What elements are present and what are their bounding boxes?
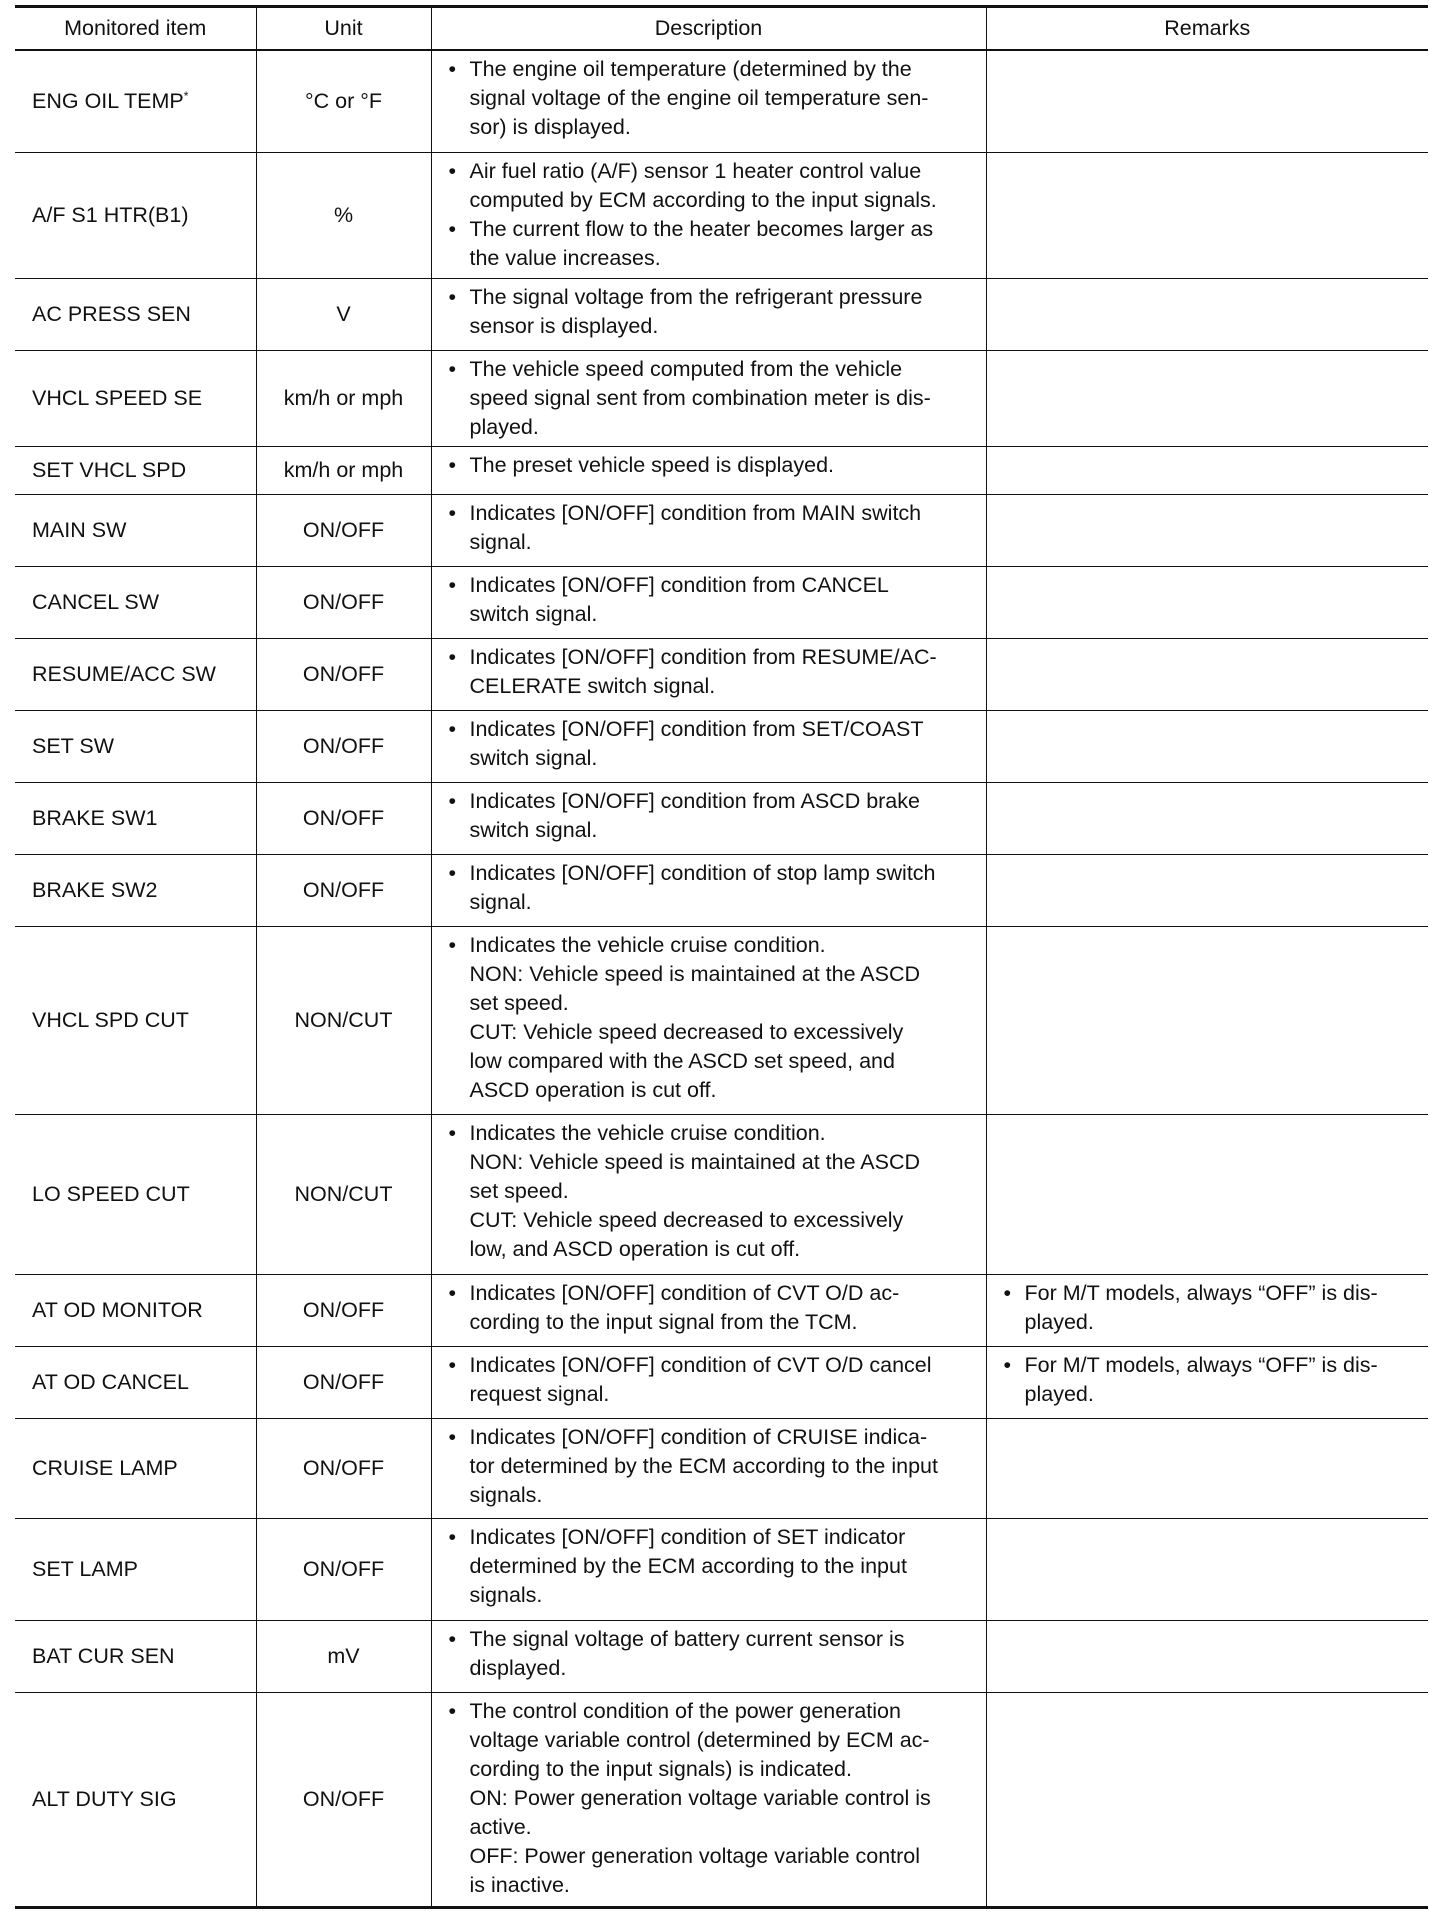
bullet-item: [442, 499, 976, 557]
table-row: [15, 50, 1428, 152]
unit-cell: NON/CUT: [256, 926, 431, 1114]
text-line: switch signal.: [469, 817, 598, 842]
text-line: For M/T models, always “OFF” is dis-: [1024, 1352, 1378, 1377]
description-cell: [431, 1346, 986, 1418]
table-header: [15, 7, 1428, 51]
monitored-item-name: SET VHCL SPD: [32, 457, 187, 482]
bullet-item: [442, 355, 976, 442]
text-line: determined by the ECM according to the input: [469, 1553, 907, 1578]
unit-cell: ON/OFF: [256, 1418, 431, 1518]
monitored-item-name: A/F S1 HTR(B1): [32, 202, 189, 227]
remarks-cell: [986, 1518, 1428, 1620]
table-row: [15, 350, 1428, 446]
monitored-item-cell: [15, 1346, 256, 1418]
text-line: The engine oil temperature (determined by the: [469, 57, 912, 81]
unit-cell: km/h or mph: [256, 446, 431, 494]
monitored-item-name: VHCL SPD CUT: [32, 1007, 189, 1032]
unit-cell: ON/OFF: [256, 710, 431, 782]
text-line: signal voltage of the engine oil temperature sen-: [469, 86, 929, 110]
table-row: [15, 446, 1428, 494]
text-line: Air fuel ratio (A/F) sensor 1 heater control value: [469, 158, 922, 183]
remarks-cell: [986, 1346, 1428, 1418]
continuation-text: [442, 1842, 976, 1900]
bullet-item: [442, 715, 976, 773]
text-line: NON: Vehicle speed is maintained at the ASCD: [469, 961, 921, 986]
text-line: The signal voltage from the refrigerant pressure: [469, 284, 923, 309]
bullet-item: [442, 931, 976, 960]
text-line: played.: [1024, 1309, 1094, 1334]
description-cell: [431, 1114, 986, 1274]
unit-cell: ON/OFF: [256, 782, 431, 854]
text-line: OFF: Power generation voltage variable control: [469, 1843, 921, 1868]
continuation-text: [442, 1206, 976, 1264]
monitored-item-name: SET SW: [32, 733, 115, 758]
description-cell: [431, 854, 986, 926]
text-line: played.: [1024, 1381, 1094, 1406]
continuation-text: [442, 1018, 976, 1105]
header-monitored-item: Monitored item: [15, 7, 256, 51]
header-unit: Unit: [256, 7, 431, 51]
bullet-item: [442, 55, 976, 142]
monitored-item-cell: [15, 152, 256, 278]
monitored-item-name: CANCEL SW: [32, 589, 160, 614]
bullet-item: [442, 1119, 976, 1148]
monitored-item-name: RESUME/ACC SW: [32, 661, 216, 686]
unit-cell: mV: [256, 1620, 431, 1692]
monitored-item-cell: [15, 1418, 256, 1518]
text-line: Indicates [ON/OFF] condition from ASCD brake: [469, 788, 920, 813]
table-row: [15, 1620, 1428, 1692]
monitored-item-cell: [15, 1274, 256, 1346]
text-line: signals.: [469, 1582, 543, 1607]
monitored-item-cell: [15, 1518, 256, 1620]
unit-cell: ON/OFF: [256, 1692, 431, 1907]
text-line: signal.: [469, 889, 532, 914]
monitored-item-cell: [15, 854, 256, 926]
text-line: tor determined by the ECM according to the input: [469, 1453, 938, 1478]
remarks-cell: [986, 1114, 1428, 1274]
text-line: played.: [469, 414, 539, 439]
text-line: signals.: [469, 1482, 543, 1507]
text-line: voltage variable control (determined by ECM ac-: [469, 1727, 930, 1752]
description-cell: [431, 494, 986, 566]
text-line: sor) is displayed.: [469, 115, 631, 139]
description-cell: [431, 782, 986, 854]
remarks-cell: [986, 350, 1428, 446]
monitored-item-name: CRUISE LAMP: [32, 1455, 178, 1480]
description-cell: [431, 278, 986, 350]
text-line: ASCD operation is cut off.: [469, 1077, 717, 1102]
text-line: the value increases.: [469, 245, 661, 270]
text-line: Indicates [ON/OFF] condition of CRUISE indica-: [469, 1424, 928, 1449]
monitored-item-name: AC PRESS SEN: [32, 301, 191, 326]
monitored-item-cell: [15, 782, 256, 854]
text-line: low, and ASCD operation is cut off.: [469, 1236, 801, 1261]
text-line: Indicates the vehicle cruise condition.: [469, 1120, 826, 1145]
continuation-text: [442, 960, 976, 1018]
text-line: set speed.: [469, 990, 569, 1015]
text-line: Indicates [ON/OFF] condition of SET indicator: [469, 1524, 906, 1549]
header-row: [15, 7, 1428, 51]
table-row: [15, 152, 1428, 278]
unit-cell: V: [256, 278, 431, 350]
text-line: Indicates [ON/OFF] condition of CVT O/D cancel: [469, 1352, 932, 1377]
monitored-item-name: SET LAMP: [32, 1556, 138, 1581]
table-row: [15, 710, 1428, 782]
text-line: The vehicle speed computed from the vehicle: [469, 356, 903, 381]
text-line: signal.: [469, 529, 532, 554]
bullet-item: [442, 157, 976, 215]
text-line: For M/T models, always “OFF” is dis-: [1024, 1280, 1378, 1305]
monitor-item-table: [15, 5, 1428, 1909]
text-line: The control condition of the power generation: [469, 1698, 901, 1723]
description-cell: [431, 1274, 986, 1346]
description-cell: [431, 566, 986, 638]
unit-cell: ON/OFF: [256, 1346, 431, 1418]
bullet-item: [997, 1279, 1419, 1337]
remarks-cell: [986, 638, 1428, 710]
text-line: CUT: Vehicle speed decreased to excessively: [469, 1207, 904, 1232]
unit-cell: %: [256, 152, 431, 278]
remarks-cell: [986, 494, 1428, 566]
monitored-item-cell: [15, 494, 256, 566]
description-cell: [431, 1692, 986, 1907]
remarks-cell: [986, 1274, 1428, 1346]
bullet-item: [442, 643, 976, 701]
text-line: displayed.: [469, 1655, 567, 1680]
bullet-item: [442, 1279, 976, 1337]
description-cell: [431, 1518, 986, 1620]
monitored-item-name: BRAKE SW2: [32, 877, 158, 902]
bullet-item: [997, 1351, 1419, 1409]
description-cell: [431, 350, 986, 446]
header-description: Description: [431, 7, 986, 51]
bullet-item: [442, 571, 976, 629]
text-line: Indicates [ON/OFF] condition of stop lamp switch: [469, 860, 936, 885]
bullet-item: [442, 215, 976, 273]
continuation-text: [442, 1148, 976, 1206]
table-row: [15, 926, 1428, 1114]
unit-cell: °C or °F: [256, 50, 431, 152]
text-line: speed signal sent from combination meter is dis-: [469, 385, 931, 410]
text-line: computed by ECM according to the input signals.: [469, 187, 937, 212]
bullet-item: [442, 1351, 976, 1409]
table-row: [15, 1518, 1428, 1620]
footnote-marker: *: [183, 88, 189, 103]
monitored-item-name: AT OD MONITOR: [32, 1297, 203, 1322]
table-row: [15, 638, 1428, 710]
text-line: The signal voltage of battery current sensor is: [469, 1626, 905, 1651]
monitored-item-cell: [15, 50, 256, 152]
bullet-item: [442, 283, 976, 341]
table-row: [15, 494, 1428, 566]
description-cell: [431, 152, 986, 278]
table-row: [15, 854, 1428, 926]
table-row: [15, 1418, 1428, 1518]
monitored-item-name: BRAKE SW1: [32, 805, 158, 830]
unit-cell: ON/OFF: [256, 1518, 431, 1620]
bullet-item: [442, 1697, 976, 1784]
monitored-item-name: AT OD CANCEL: [32, 1369, 189, 1394]
monitored-item-cell: [15, 638, 256, 710]
remarks-cell: [986, 152, 1428, 278]
text-line: active.: [469, 1814, 532, 1839]
description-cell: [431, 1418, 986, 1518]
monitored-item-cell: [15, 350, 256, 446]
text-line: Indicates the vehicle cruise condition.: [469, 932, 826, 957]
bullet-item: [442, 859, 976, 917]
text-line: sensor is displayed.: [469, 313, 659, 338]
text-line: Indicates [ON/OFF] condition from MAIN switch: [469, 500, 922, 525]
monitored-item-cell: [15, 1114, 256, 1274]
bullet-item: [442, 1523, 976, 1610]
monitored-item-name: VHCL SPEED SE: [32, 385, 203, 410]
text-line: set speed.: [469, 1178, 569, 1203]
description-cell: [431, 50, 986, 152]
text-line: Indicates [ON/OFF] condition from RESUME/AC-: [469, 644, 937, 669]
monitored-item-name: ALT DUTY SIG: [32, 1786, 177, 1811]
description-cell: [431, 1620, 986, 1692]
monitored-item-name: LO SPEED CUT: [32, 1181, 190, 1206]
remarks-cell: [986, 566, 1428, 638]
table-body: [15, 50, 1428, 1907]
remarks-cell: [986, 1692, 1428, 1907]
remarks-cell: [986, 926, 1428, 1114]
text-line: switch signal.: [469, 601, 598, 626]
description-cell: [431, 446, 986, 494]
table-row: [15, 1274, 1428, 1346]
monitored-item-cell: [15, 926, 256, 1114]
remarks-cell: [986, 1418, 1428, 1518]
unit-cell: ON/OFF: [256, 1274, 431, 1346]
unit-cell: NON/CUT: [256, 1114, 431, 1274]
unit-cell: km/h or mph: [256, 350, 431, 446]
monitored-item-name: MAIN SW: [32, 517, 127, 542]
remarks-cell: [986, 50, 1428, 152]
table-row: [15, 566, 1428, 638]
text-line: cording to the input signal from the TCM.: [469, 1309, 858, 1334]
remarks-cell: [986, 1620, 1428, 1692]
description-cell: [431, 710, 986, 782]
text-line: cording to the input signals) is indicated.: [469, 1756, 852, 1781]
remarks-cell: [986, 446, 1428, 494]
monitored-item-cell: [15, 566, 256, 638]
unit-cell: ON/OFF: [256, 854, 431, 926]
monitored-item-cell: [15, 1692, 256, 1907]
bullet-item: [442, 787, 976, 845]
bullet-item: [442, 1423, 976, 1510]
remarks-cell: [986, 782, 1428, 854]
text-line: switch signal.: [469, 745, 598, 770]
text-line: The preset vehicle speed is displayed.: [469, 452, 835, 477]
table-row: [15, 278, 1428, 350]
bullet-item: [442, 451, 976, 480]
table-row: [15, 1692, 1428, 1907]
text-line: low compared with the ASCD set speed, and: [469, 1048, 895, 1073]
text-line: The current flow to the heater becomes larger as: [469, 216, 934, 241]
monitored-item-cell: [15, 278, 256, 350]
text-line: is inactive.: [469, 1872, 570, 1897]
text-line: Indicates [ON/OFF] condition from CANCEL: [469, 572, 889, 597]
monitored-item-cell: [15, 1620, 256, 1692]
table-row: [15, 782, 1428, 854]
monitored-item-name: BAT CUR SEN: [32, 1643, 175, 1668]
table-row: [15, 1114, 1428, 1274]
description-cell: [431, 926, 986, 1114]
text-line: Indicates [ON/OFF] condition of CVT O/D ac-: [469, 1280, 900, 1305]
remarks-cell: [986, 278, 1428, 350]
header-remarks: Remarks: [986, 7, 1428, 51]
table-row: [15, 1346, 1428, 1418]
text-line: CELERATE switch signal.: [469, 673, 716, 698]
text-line: Indicates [ON/OFF] condition from SET/COAST: [469, 716, 924, 741]
text-line: ON: Power generation voltage variable control is: [469, 1785, 931, 1810]
continuation-text: [442, 1784, 976, 1842]
unit-cell: ON/OFF: [256, 638, 431, 710]
monitored-item-cell: [15, 710, 256, 782]
unit-cell: ON/OFF: [256, 566, 431, 638]
remarks-cell: [986, 854, 1428, 926]
unit-cell: ON/OFF: [256, 494, 431, 566]
monitored-item-name: ENG OIL TEMP: [32, 88, 184, 113]
description-cell: [431, 638, 986, 710]
bullet-item: [442, 1625, 976, 1683]
text-line: CUT: Vehicle speed decreased to excessively: [469, 1019, 904, 1044]
text-line: request signal.: [469, 1381, 610, 1406]
monitored-item-cell: [15, 446, 256, 494]
remarks-cell: [986, 710, 1428, 782]
text-line: NON: Vehicle speed is maintained at the ASCD: [469, 1149, 921, 1174]
